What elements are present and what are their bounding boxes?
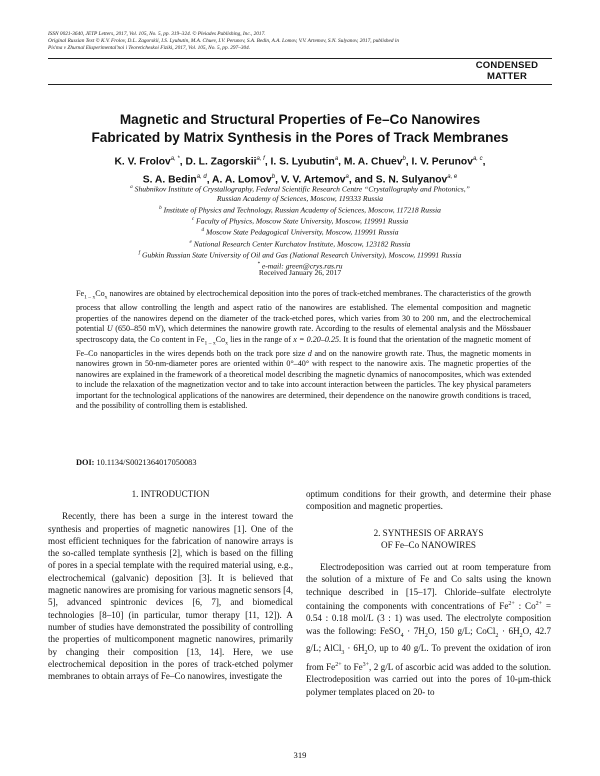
affiliations: [48, 183, 552, 271]
section-heading-introduction: 1. INTRODUCTION: [131, 489, 210, 499]
composition-range: x = 0.20–0.25: [293, 334, 340, 344]
author-affil-mark: a, c: [472, 156, 483, 162]
synthesis-text: · 7H: [403, 625, 425, 636]
synthesis-heading-line1: 2. SYNTHESIS OF ARRAYS: [373, 527, 484, 538]
charge-sup: 3+: [362, 661, 370, 668]
author-affil-mark: b: [271, 173, 276, 180]
formula-sub: x: [225, 340, 228, 347]
doi: [76, 458, 196, 467]
affiliation-f: Gubkin Russian State University of Oil and Gas (National Research University), Moscow, 119991 Russia: [141, 250, 462, 260]
abstract-text: and on the nanowire growth rate. Thus, the magnetic moments in nanowires grown in 50-nm-diameter pores are oriented within 0°–40° with respect to the nanowire axis. The magnetic properties of the nanowires are explained in the framework of a theoretical model describing the magnetic dynamics of nanocomposites, which was extended to include the relaxation of the magnetization vector and to take into account interaction between the particles. The key physical parameters important for the technological applications of the nanowires are determined, their dependence on the nanowire growth conditions is traced, and the possibility of controlling them is established.: [76, 348, 531, 411]
author-affil-mark: a, *: [170, 156, 180, 162]
journal-citation-line: ISSN 0021-3640, JETP Letters, 2017, Vol. 105, No. 5, pp. 319–324. © Pleiades Publishing, Inc., 2017.: [48, 31, 266, 37]
abstract: [76, 289, 531, 412]
abstract-text: lies in the range of: [227, 334, 294, 344]
affil-mark: d: [201, 227, 205, 234]
contact-email: e-mail: green@crys.ras.ru: [261, 261, 343, 271]
header-rule-top: [48, 58, 552, 59]
doi-label: DOI:: [76, 458, 95, 467]
title-line1: Magnetic and Structural Properties of Fe–Co Nanowires: [119, 112, 481, 127]
section-label-line1: CONDENSED: [475, 60, 539, 71]
author-affil-mark: a: [345, 173, 349, 180]
author: S. A. Bedin: [142, 174, 197, 186]
synthesis-text: O, 150 g/L; CoCl: [427, 625, 496, 636]
charge-sup: 2+: [335, 661, 342, 668]
title-line2: Fabricated by Matrix Synthesis in the Pores of Track Membranes: [91, 130, 509, 145]
formula-sub: 4: [400, 632, 404, 639]
affiliation-d: Moscow State Pedagogical University, Moscow, 119991 Russia: [206, 227, 399, 237]
formula-sub: 2: [364, 649, 368, 656]
author: A. A. Lomov: [212, 174, 272, 186]
affil-mark: a: [130, 184, 133, 190]
synthesis-text: O, 42.7 g/L; AlCl: [306, 625, 551, 653]
paper-title: [48, 111, 552, 147]
introduction-paragraph: Recently, there has been a surge in the interest toward the synthesis and properties of magnetic nanowires [1]. One of the most efficient techniques for the fabrication of nanowire arrays is the so-called template synthesis [2], which is based on the filling of pores in a special template with the required material using, e.g., electrochemical (galvanic) deposition [3]. It is believed that magnetic nanowires are promising for various magnetic sensors [4, 5], advanced spintronic devices [6, 7], and biomedical technologies [8–10] (in particular, tumor therapy [11, 12]). A number of studies have demonstrated the possibility of controlling the properties of multicomponent magnetic nanowires, primarily by changing their composition [13, 14]. Here, we use electrochemical deposition in the pores of track-etched polymer membranes to obtain arrays of Fe–Co nanowires, investigate the: [48, 511, 293, 682]
formula-co: Co: [95, 289, 105, 298]
introduction-continued: optimum conditions for their growth, and determine their phase composition and magnetic properties.: [306, 489, 551, 512]
synthesis-text: : Co: [514, 601, 536, 612]
formula-fe: Fe: [76, 289, 85, 298]
received-date: Received January 26, 2017: [258, 268, 342, 277]
author: I. S. Lyubutin: [270, 156, 335, 168]
author-list: K. V. Frolov$^{a, *}$, D. L. Zagorskii$^{a, f}$, I. S. Lyubutin$^a$, M. A. Chuev$^b$, I. V. Perunov$^{a, c}$, S. A. Bedin$^{a, d}$, A. A. Lomov$^b$, V. V. Artemov$^a$, and S. N. Sulyanov$^{a, e}$: [114, 156, 486, 186]
page-number: 319: [293, 750, 307, 760]
formula-sub: 2: [519, 632, 523, 639]
author-affil-mark: a, f: [256, 156, 265, 162]
synthesis-text: to Fe: [341, 661, 363, 672]
email-mark: *: [257, 261, 260, 268]
formula-sub: 3: [341, 649, 345, 656]
author: M. A. Chuev: [343, 156, 403, 168]
synthesis-paragraph: [306, 561, 551, 698]
author: K. V. Frolov: [114, 156, 171, 168]
affiliation-c: Faculty of Physics, Moscow State University, Moscow, 119991 Russia: [196, 216, 409, 226]
author: S. N. Sulyanov: [375, 174, 448, 186]
synthesis-text: · 6H: [344, 642, 365, 653]
synthesis-text: O, up to 40 g/L. To prevent the oxidation of iron from Fe: [306, 642, 551, 672]
section-label: [462, 60, 552, 82]
charge-sup: 2+: [508, 601, 515, 608]
synthesis-text: , 2 g/L of ascorbic acid was added to the solution. Electrodeposition was carried out into the pores of 10-μm-thick polymer templates placed on 20- to: [306, 661, 552, 697]
affiliation-a: Shubnikov Institute of Crystallography, Federal Scientific Research Centre “Crystallography and Photonics,”: [134, 184, 470, 194]
author-affil-mark: a, d: [196, 173, 207, 180]
synthesis-text: = 0.54 : 0.18 mol/L (3 : 1) was used. The electrolyte composition was the following: FeSO: [306, 601, 552, 636]
formula-sub: 2: [424, 632, 428, 639]
author: I. V. Perunov: [411, 156, 473, 168]
left-column: [48, 488, 293, 682]
charge-sup: 2+: [535, 601, 543, 608]
section-heading-synthesis: [306, 527, 551, 552]
affil-mark: e: [189, 238, 192, 245]
original-source-line: Pis'ma v Zhurnal Eksperimental'noi i Teoreticheskoi Fiziki, 2017, Vol. 105, No. 5, pp. 297–304.: [48, 45, 251, 51]
abstract-text: nanowires are obtained by electrochemical deposition into the pores of track-etched membranes. The characteristics of the growth process that allow controlling the length and aspect ratio of the nanowires are established. The elemental composition and magnetic properties of the nanowires depend on the diameter of the track-etched pores, which varies from 30 to 200 nm, and the electrochemical potential: [76, 289, 531, 334]
right-column: [306, 488, 551, 698]
section-label-line2: MATTER: [486, 71, 528, 82]
formula-sub: 1 – x: [204, 340, 216, 347]
affil-mark: b: [159, 204, 162, 211]
doi-link[interactable]: 10.1134/S0021364017050083: [96, 458, 197, 467]
author-affil-mark: a: [334, 156, 339, 162]
affil-mark: f: [138, 249, 141, 256]
header-rule-bottom: [48, 84, 552, 85]
original-text-line: Original Russian Text © K.V. Frolov, D.L. Zagorskii, I.S. Lyubutin, M.A. Chuev, I.V. Perunov, S.A. Bedin, A.A. Lomov, V.V. Artemov, S.N. Sulyanov, 2017, published in: [48, 38, 399, 44]
formula-sub: x: [104, 294, 108, 301]
author: D. L. Zagorskii: [185, 156, 257, 168]
abstract-text: . It is found that the orientation of the magnetic moment of Fe–Co nanoparticles in the wires depends both on the track pore size: [76, 334, 532, 358]
affiliation-b: Institute of Physics and Technology, Russian Academy of Sciences, Moscow, 117218 Russia: [163, 205, 441, 215]
synthesis-text: · 6H: [498, 625, 520, 636]
abstract-text: (650–850 mV), which determines the nanowire growth rate. According to the results of elemental analysis and the Mössbauer spectroscopy data, the Co content in: [76, 324, 531, 344]
formula-fe: Fe: [196, 334, 205, 344]
formula-co: Co: [215, 334, 226, 344]
author: V. V. Artemov: [280, 174, 346, 186]
affiliation-e: National Research Center Kurchatov Institute, Moscow, 123182 Russia: [193, 239, 411, 249]
affiliation-a-continued: Russian Academy of Sciences, Moscow, 119333 Russia: [216, 194, 384, 204]
symbol-pore-size: d: [307, 348, 312, 358]
symbol-potential: U: [106, 324, 113, 334]
synthesis-heading-line2: OF Fe–Co NANOWIRES: [381, 539, 476, 550]
formula-sub: 2: [495, 632, 499, 639]
formula-sub: 1 – x: [84, 294, 96, 301]
affil-mark: c: [191, 216, 195, 223]
author-affil-mark: a, e: [447, 173, 458, 180]
synthesis-text: Electrodeposition was carried out at room temperature from the solution of a mixture of Fe and Co salts using the known technique described in [15–17]. Chloride–sulfate electrolyte containing the components with concentrations of Fe: [306, 562, 551, 612]
author-affil-mark: b: [402, 156, 406, 162]
